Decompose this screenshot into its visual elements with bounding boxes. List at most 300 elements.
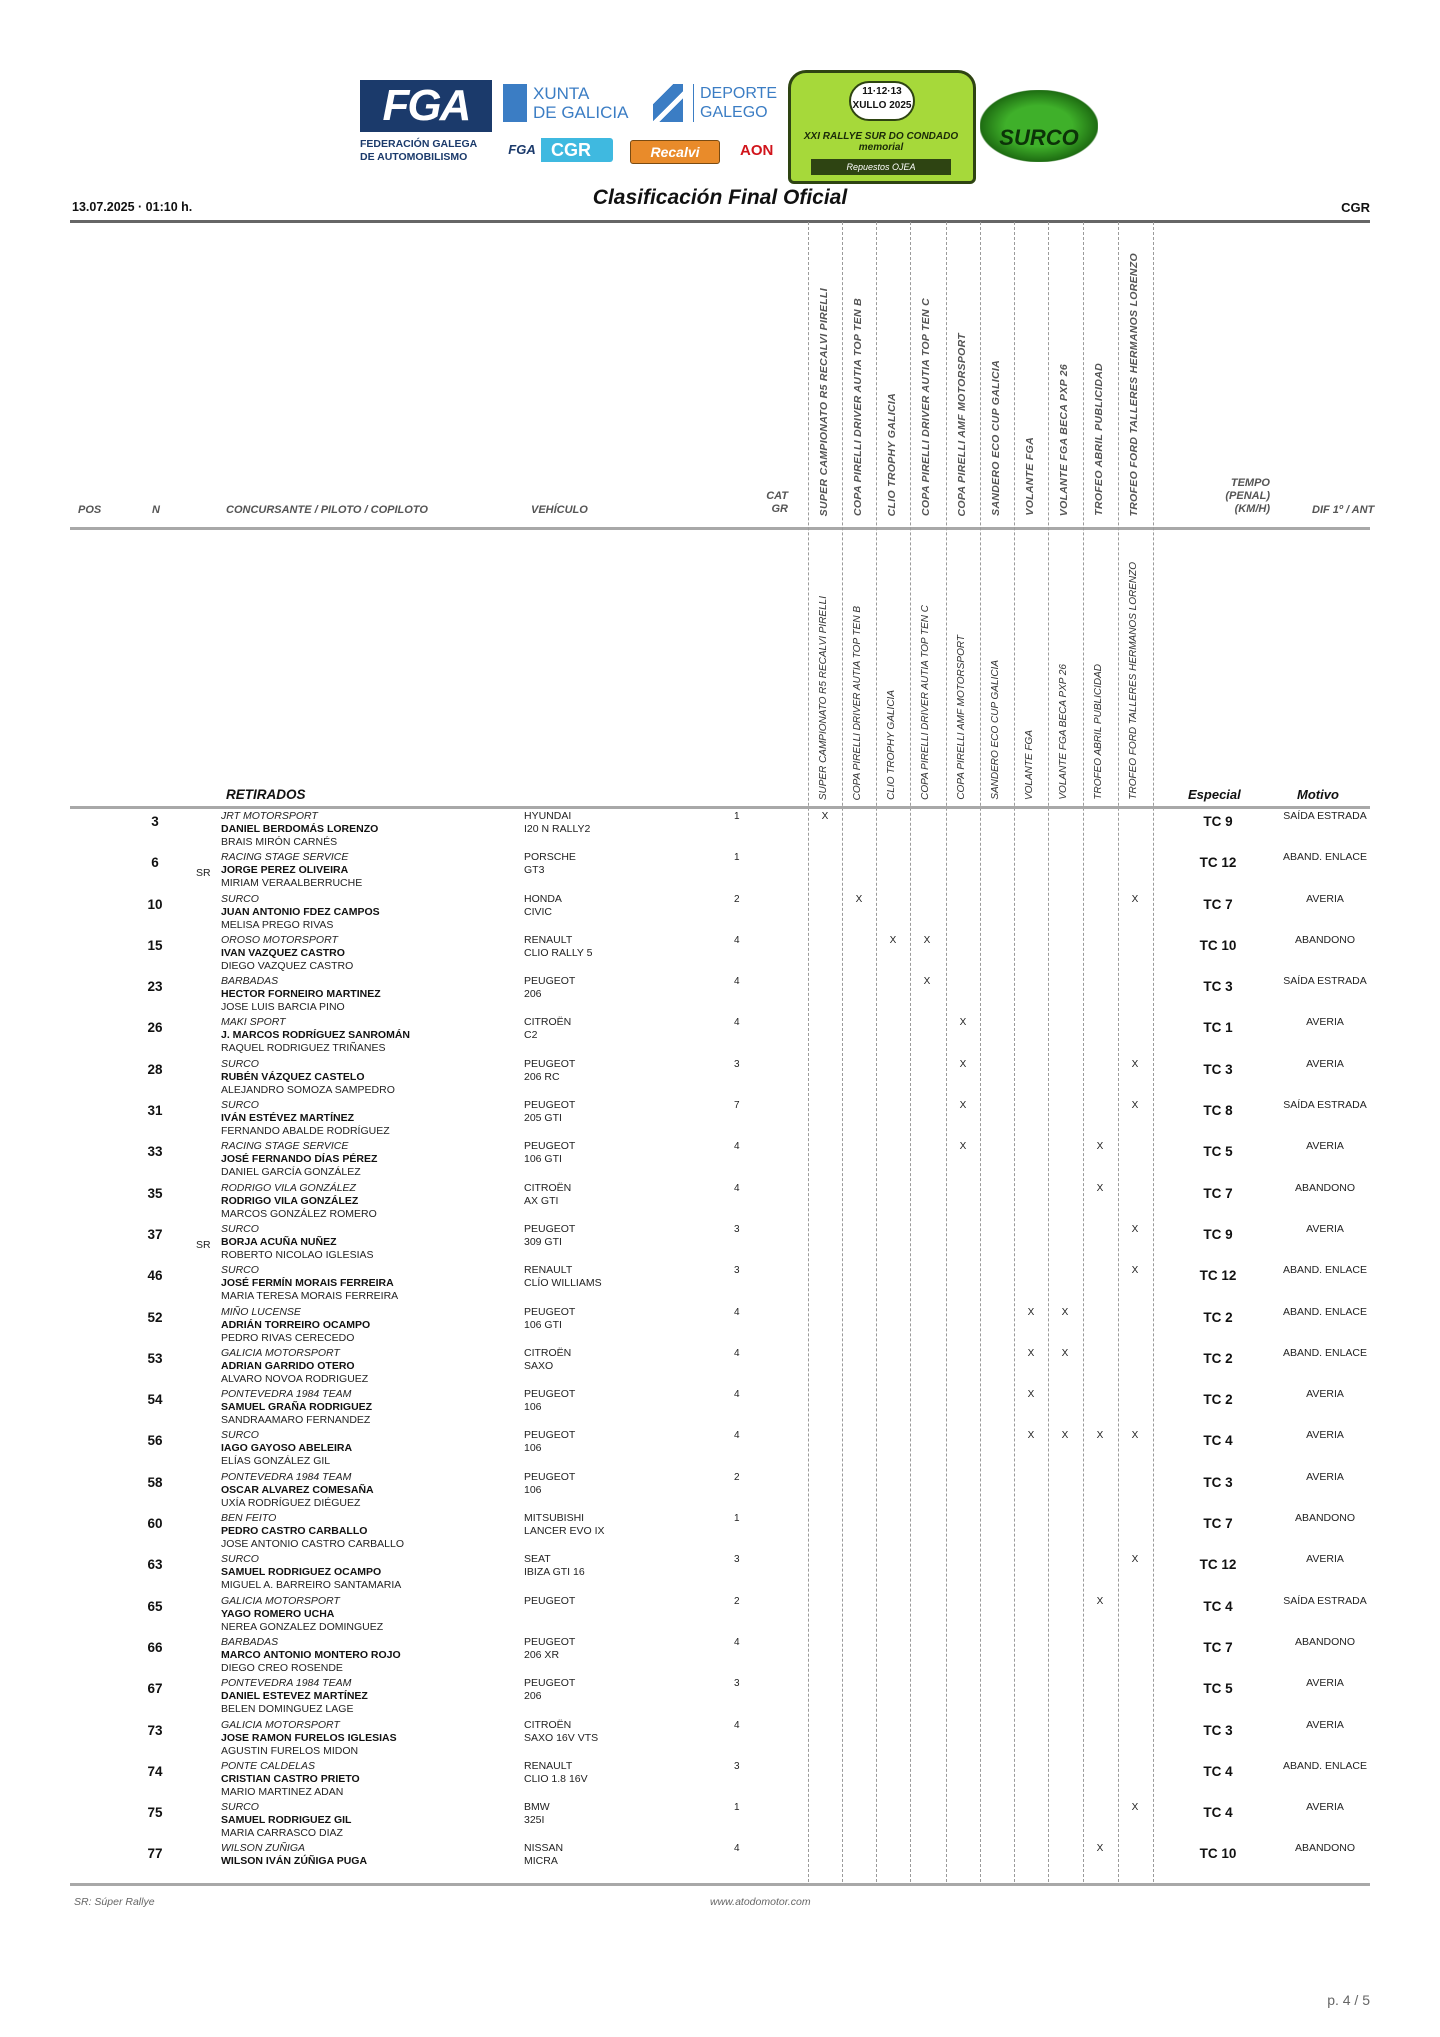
- col-header-n: N: [152, 504, 160, 516]
- table-row: [0, 893, 1440, 934]
- retirement-reason: AVERIA: [1306, 1553, 1344, 1566]
- xunta-line1: XUNTA: [533, 84, 590, 103]
- codriver-name: PEDRO RIVAS CERECEDO: [221, 1331, 355, 1344]
- category-group: 7: [734, 1100, 740, 1112]
- codriver-name: MARIO MARTINEZ ADAN: [221, 1785, 344, 1798]
- trophy-eligibility-mark: X: [923, 976, 931, 988]
- car-number: 37: [147, 1226, 163, 1242]
- category-group: 4: [734, 1017, 740, 1029]
- vehicle-model: AX GTI: [524, 1194, 559, 1207]
- recalvi-logo: Recalvi: [630, 140, 720, 164]
- car-number: 65: [147, 1598, 163, 1614]
- table-row: [0, 1512, 1440, 1553]
- driver-name: ADRIAN GARRIDO OTERO: [221, 1359, 355, 1372]
- entrant-team: SURCO: [221, 1801, 259, 1814]
- retirement-stage: TC 8: [1203, 1103, 1233, 1119]
- retirement-stage: TC 3: [1203, 1722, 1233, 1738]
- col-header-cat-gr: [764, 490, 788, 516]
- trophy-eligibility-mark: X: [1096, 1595, 1104, 1607]
- section-divider: [70, 806, 1370, 809]
- retirement-stage: TC 5: [1203, 1681, 1233, 1697]
- retirement-reason: AVERIA: [1306, 1222, 1344, 1235]
- category-group: 3: [734, 1554, 740, 1566]
- car-number: 6: [151, 855, 159, 871]
- trophy-eligibility-mark: X: [959, 1017, 967, 1029]
- col-header-time-line3: (KM/H): [1234, 503, 1270, 515]
- vehicle-make: CITROËN: [524, 1181, 572, 1194]
- trophy-header-section: VOLANTE FGA BECA PXP 26: [1058, 664, 1069, 800]
- super-rallye-flag: SR: [196, 1238, 211, 1251]
- vehicle-make: PEUGEOT: [524, 1099, 576, 1112]
- driver-name: SAMUEL RODRIGUEZ GIL: [221, 1814, 352, 1827]
- vehicle-make: PEUGEOT: [524, 1388, 576, 1401]
- codriver-name: MARIA CARRASCO DIAZ: [221, 1827, 343, 1840]
- entrant-team: SURCO: [221, 892, 259, 905]
- codriver-name: RAQUEL RODRIGUEZ TRIÑANES: [221, 1042, 386, 1055]
- vehicle-model: 106: [524, 1401, 542, 1414]
- driver-name: JUAN ANTONIO FDEZ CAMPOS: [221, 905, 380, 918]
- retirement-stage: TC 3: [1203, 1061, 1233, 1077]
- car-number: 28: [147, 1061, 163, 1077]
- car-number: 31: [147, 1103, 163, 1119]
- retired-entries-table: [0, 810, 1440, 1884]
- retirement-reason: ABAND. ENLACE: [1282, 1264, 1368, 1277]
- entrant-team: RACING STAGE SERVICE: [221, 851, 349, 864]
- super-rallye-flag: SR: [196, 867, 211, 880]
- trophy-eligibility-mark: X: [1131, 1802, 1139, 1814]
- retirement-reason: AVERIA: [1306, 892, 1344, 905]
- codriver-name: MIRIAM VERAALBERRUCHE: [221, 877, 363, 890]
- retirement-stage: TC 9: [1203, 814, 1233, 829]
- vehicle-model: IBIZA GTI 16: [524, 1566, 585, 1579]
- entrant-team: OROSO MOTORSPORT: [221, 933, 338, 946]
- car-number: 56: [147, 1433, 163, 1449]
- fga-logo-text-line1: FEDERACIÓN GALEGA: [360, 138, 478, 150]
- trophy-eligibility-mark: X: [1096, 1843, 1104, 1855]
- retirement-reason: SAÍDA ESTRADA: [1283, 1594, 1367, 1607]
- deporte-galego-mark-icon: [653, 84, 683, 122]
- vehicle-make: CITROËN: [524, 1718, 572, 1731]
- category-group: 4: [734, 1430, 740, 1442]
- trophy-eligibility-mark: X: [1131, 1265, 1139, 1277]
- vehicle-model: MICRA: [524, 1855, 558, 1868]
- retirement-reason: AVERIA: [1306, 1429, 1344, 1442]
- codriver-name: ALEJANDRO SOMOZA SAMPEDRO: [221, 1083, 395, 1096]
- codriver-name: ROBERTO NICOLAO IGLESIAS: [221, 1248, 374, 1261]
- car-number: 33: [147, 1144, 163, 1160]
- car-number: 63: [147, 1557, 163, 1573]
- retirement-reason: AVERIA: [1306, 1801, 1344, 1814]
- retirement-stage: TC 10: [1199, 937, 1237, 953]
- trophy-header-section: SUPER CAMPIONATO R5 RECALVI PIRELLI: [818, 595, 829, 800]
- page-number: p. 4 / 5: [1327, 1992, 1370, 2008]
- category-group: 4: [734, 1306, 740, 1318]
- col-header-vehicle: VEHÍCULO: [531, 504, 588, 516]
- trophy-header-section: TROFEO ABRIL PUBLICIDAD: [1093, 664, 1104, 800]
- table-row: [0, 1306, 1440, 1347]
- trophy-eligibility-mark: X: [1131, 1100, 1139, 1112]
- retirement-stage: TC 4: [1203, 1598, 1233, 1614]
- col-header-gr: GR: [771, 503, 788, 515]
- section-title-retirados: RETIRADOS: [226, 787, 306, 802]
- driver-name: MARCO ANTONIO MONTERO ROJO: [221, 1648, 401, 1661]
- codriver-name: BELEN DOMINGUEZ LAGE: [221, 1703, 354, 1716]
- category-group: 3: [734, 1265, 740, 1277]
- trophy-header-section: SANDERO ECO CUP GALICIA: [990, 660, 1001, 800]
- car-number: 74: [147, 1763, 163, 1779]
- retirement-reason: AVERIA: [1306, 1140, 1344, 1153]
- column-header-divider: [70, 527, 1370, 530]
- vehicle-model: 206: [524, 988, 542, 1001]
- vehicle-make: CITROËN: [524, 1346, 572, 1359]
- table-row: [0, 1016, 1440, 1057]
- retirement-stage: TC 3: [1203, 979, 1233, 995]
- trophy-eligibility-mark: X: [923, 934, 931, 946]
- col-header-pos: POS: [78, 504, 102, 516]
- vehicle-model: SAXO 16V VTS: [524, 1731, 599, 1744]
- car-number: 52: [147, 1309, 163, 1325]
- trophy-eligibility-mark: X: [1096, 1430, 1104, 1442]
- trophy-eligibility-mark: X: [1061, 1430, 1069, 1442]
- vehicle-make: RENAULT: [524, 1759, 573, 1772]
- trophy-eligibility-mark: X: [1131, 1223, 1139, 1235]
- car-number: 46: [147, 1268, 163, 1284]
- vehicle-model: 206: [524, 1690, 542, 1703]
- trophy-eligibility-mark: X: [855, 893, 863, 905]
- entrant-team: PONTEVEDRA 1984 TEAM: [221, 1388, 352, 1401]
- retirement-reason: ABAND. ENLACE: [1282, 1759, 1368, 1772]
- col-header-especial: Especial: [1188, 787, 1241, 802]
- trophy-eligibility-mark: X: [1131, 1554, 1139, 1566]
- rally-sur-do-condado-logo: [788, 70, 976, 184]
- trophy-header-top: TROFEO FORD TALLERES HERMANOS LORENZO: [1128, 252, 1140, 516]
- retirement-reason: ABANDONO: [1294, 1512, 1356, 1525]
- codriver-name: DIEGO CREO ROSENDE: [221, 1661, 343, 1674]
- table-row: [0, 1719, 1440, 1760]
- vehicle-model: CLIO RALLY 5: [524, 946, 593, 959]
- driver-name: JOSE RAMON FURELOS IGLESIAS: [221, 1731, 397, 1744]
- vehicle-make: PEUGEOT: [524, 1677, 576, 1690]
- vehicle-make: PEUGEOT: [524, 1140, 576, 1153]
- table-row: [0, 1842, 1440, 1883]
- driver-name: OSCAR ALVAREZ COMESAÑA: [221, 1483, 374, 1496]
- category-group: 3: [734, 1058, 740, 1070]
- category-group: 2: [734, 1595, 740, 1607]
- header-divider: [70, 220, 1370, 223]
- retirement-reason: AVERIA: [1306, 1388, 1344, 1401]
- driver-name: CRISTIAN CASTRO PRIETO: [221, 1772, 360, 1785]
- vehicle-make: CITROËN: [524, 1016, 572, 1029]
- car-number: 3: [151, 814, 159, 829]
- table-row: [0, 1760, 1440, 1801]
- retirement-reason: ABANDONO: [1294, 1181, 1356, 1194]
- trophy-header-top: CLIO TROPHY GALICIA: [886, 392, 898, 516]
- table-row: [0, 1058, 1440, 1099]
- category-group: 3: [734, 1678, 740, 1690]
- vehicle-make: HONDA: [524, 892, 562, 905]
- driver-name: PEDRO CASTRO CARBALLO: [221, 1525, 368, 1538]
- vehicle-model: 206 XR: [524, 1648, 560, 1661]
- codriver-name: BRAIS MIRÓN CARNÉS: [221, 836, 338, 848]
- retirement-stage: TC 9: [1203, 1226, 1233, 1242]
- table-row: [0, 851, 1440, 892]
- table-row: [0, 1347, 1440, 1388]
- table-row: [0, 975, 1440, 1016]
- category-group: 4: [734, 1347, 740, 1359]
- category-group: 4: [734, 976, 740, 988]
- vehicle-make: PEUGEOT: [524, 1057, 576, 1070]
- vehicle-model: GT3: [524, 864, 545, 877]
- entrant-team: RODRIGO VILA GONZÁLEZ: [221, 1181, 356, 1194]
- retirement-stage: TC 7: [1203, 1185, 1233, 1201]
- championship-code: CGR: [1341, 200, 1370, 215]
- trophy-eligibility-mark: X: [959, 1100, 967, 1112]
- aon-logo: AON: [740, 142, 774, 159]
- driver-name: DANIEL ESTEVEZ MARTÍNEZ: [221, 1690, 368, 1703]
- retirement-stage: TC 12: [1199, 1268, 1237, 1284]
- retirement-stage: TC 7: [1203, 1639, 1233, 1655]
- driver-name: WILSON IVÁN ZÚÑIGA PUGA: [221, 1855, 368, 1868]
- entrant-team: SURCO: [221, 1222, 259, 1235]
- trophy-eligibility-mark: X: [1027, 1347, 1035, 1359]
- footer-divider: [70, 1883, 1370, 1886]
- car-number: 53: [147, 1350, 163, 1366]
- vehicle-make: NISSAN: [524, 1842, 564, 1855]
- trophy-header-top: SUPER CAMPIONATO R5 RECALVI PIRELLI: [818, 287, 830, 516]
- entrant-team: JRT MOTORSPORT: [221, 810, 318, 822]
- trophy-eligibility-mark: X: [889, 934, 897, 946]
- trophy-header-section: TROFEO FORD TALLERES HERMANOS LORENZO: [1128, 562, 1139, 800]
- driver-name: RODRIGO VILA GONZÁLEZ: [221, 1194, 359, 1207]
- rally-dates-days: 11·12·13: [862, 86, 902, 97]
- deporte-galego-logo: [653, 84, 783, 124]
- trophy-eligibility-mark: X: [1131, 1058, 1139, 1070]
- trophy-eligibility-mark: X: [1096, 1141, 1104, 1153]
- category-group: 4: [734, 1843, 740, 1855]
- retirement-reason: ABANDONO: [1294, 1842, 1356, 1855]
- driver-name: JORGE PEREZ OLIVEIRA: [221, 864, 349, 877]
- entrant-team: GALICIA MOTORSPORT: [221, 1594, 340, 1607]
- vehicle-model: SAXO: [524, 1359, 554, 1372]
- retirement-stage: TC 4: [1203, 1763, 1233, 1779]
- car-number: 58: [147, 1474, 163, 1490]
- col-header-diff: DIF 1º / ANT: [1312, 504, 1375, 516]
- trophy-header-top: COPA PIRELLI DRIVER AUTIA TOP TEN C: [920, 298, 932, 516]
- car-number: 60: [147, 1516, 163, 1532]
- vehicle-model: 106: [524, 1442, 542, 1455]
- car-number: 67: [147, 1681, 163, 1697]
- driver-name: JOSÉ FERMÍN MORAIS FERREIRA: [221, 1277, 394, 1290]
- trophy-eligibility-mark: X: [821, 811, 829, 822]
- driver-name: SAMUEL RODRIGUEZ OCAMPO: [221, 1566, 382, 1579]
- xunta-logo-text: [533, 84, 628, 122]
- entrant-team: MIÑO LUCENSE: [221, 1305, 301, 1318]
- trophy-header-section: COPA PIRELLI DRIVER AUTIA TOP TEN C: [920, 605, 931, 800]
- vehicle-model: I20 N RALLY2: [524, 823, 591, 835]
- vehicle-model: CIVIC: [524, 905, 553, 918]
- retirement-stage: TC 4: [1203, 1433, 1233, 1449]
- retirement-stage: TC 2: [1203, 1350, 1233, 1366]
- table-row: [0, 1429, 1440, 1470]
- codriver-name: MARIA TERESA MORAIS FERREIRA: [221, 1290, 399, 1303]
- trophy-header-top: COPA PIRELLI AMF MOTORSPORT: [956, 332, 968, 516]
- cgr-label: CGR: [551, 140, 591, 160]
- entrant-team: SURCO: [221, 1429, 259, 1442]
- rally-dates-month: XULLO 2025: [852, 100, 912, 111]
- table-row: [0, 1099, 1440, 1140]
- vehicle-make: PEUGEOT: [524, 1305, 576, 1318]
- entrant-team: PONTEVEDRA 1984 TEAM: [221, 1677, 352, 1690]
- retirement-stage: TC 12: [1199, 1557, 1237, 1573]
- retirement-reason: ABANDONO: [1294, 933, 1356, 946]
- category-group: 2: [734, 893, 740, 905]
- retirement-stage: TC 10: [1199, 1846, 1237, 1862]
- retirement-stage: TC 5: [1203, 1144, 1233, 1160]
- cgr-logo: [503, 138, 613, 162]
- codriver-name: DANIEL GARCÍA GONZÁLEZ: [221, 1166, 361, 1179]
- vehicle-model: 206 RC: [524, 1070, 560, 1083]
- retirement-reason: ABAND. ENLACE: [1282, 851, 1368, 864]
- driver-name: RUBÉN VÁZQUEZ CASTELO: [221, 1070, 365, 1083]
- vehicle-model: LANCER EVO IX: [524, 1525, 605, 1538]
- table-row: [0, 1595, 1440, 1636]
- footer-website-link[interactable]: www.atodomotor.com: [710, 1896, 811, 1908]
- vehicle-make: HYUNDAI: [524, 810, 572, 822]
- category-group: 2: [734, 1471, 740, 1483]
- deporte-galego-text: [693, 84, 777, 122]
- fga-logo-text: [360, 138, 477, 164]
- retirement-reason: AVERIA: [1306, 1718, 1344, 1731]
- trophy-header-section: CLIO TROPHY GALICIA: [886, 690, 897, 800]
- vehicle-model: 309 GTI: [524, 1235, 562, 1248]
- driver-name: JOSÉ FERNANDO DÍAS PÉREZ: [221, 1153, 378, 1166]
- vehicle-make: BMW: [524, 1801, 550, 1814]
- table-row: [0, 934, 1440, 975]
- trophy-eligibility-mark: X: [959, 1141, 967, 1153]
- trophy-header-section: VOLANTE FGA: [1024, 729, 1035, 800]
- retirement-reason: ABAND. ENLACE: [1282, 1346, 1368, 1359]
- retirement-stage: TC 2: [1203, 1309, 1233, 1325]
- retirement-stage: TC 7: [1203, 896, 1233, 912]
- retirement-reason: AVERIA: [1306, 1057, 1344, 1070]
- col-header-time: [1210, 477, 1270, 516]
- category-group: 4: [734, 1389, 740, 1401]
- retirement-stage: TC 3: [1203, 1474, 1233, 1490]
- category-group: 4: [734, 934, 740, 946]
- fga-logo-mark: FGA: [360, 80, 492, 132]
- retirement-reason: SAÍDA ESTRADA: [1283, 810, 1367, 822]
- category-group: 4: [734, 1182, 740, 1194]
- codriver-name: AGUSTIN FURELOS MIDON: [221, 1744, 359, 1757]
- entrant-team: SURCO: [221, 1553, 259, 1566]
- trophy-eligibility-mark: X: [1027, 1306, 1035, 1318]
- table-row: [0, 1677, 1440, 1718]
- entrant-team: SURCO: [221, 1099, 259, 1112]
- category-group: 3: [734, 1760, 740, 1772]
- table-row: [0, 1636, 1440, 1677]
- vehicle-model: 106 GTI: [524, 1153, 562, 1166]
- codriver-name: ALVARO NOVOA RODRIGUEZ: [221, 1372, 369, 1385]
- vehicle-make: RENAULT: [524, 933, 573, 946]
- vehicle-model: 106: [524, 1483, 542, 1496]
- entrant-team: SURCO: [221, 1057, 259, 1070]
- trophy-eligibility-mark: X: [1061, 1347, 1069, 1359]
- driver-name: IVAN VAZQUEZ CASTRO: [221, 946, 345, 959]
- trophy-header-top: VOLANTE FGA: [1024, 437, 1036, 516]
- vehicle-make: PEUGEOT: [524, 1594, 576, 1607]
- driver-name: ADRIÁN TORREIRO OCAMPO: [221, 1318, 371, 1331]
- vehicle-make: PEUGEOT: [524, 1635, 576, 1648]
- trophy-eligibility-mark: X: [1131, 1430, 1139, 1442]
- trophy-header-section: COPA PIRELLI DRIVER AUTIA TOP TEN B: [852, 605, 863, 800]
- category-group: 1: [734, 852, 740, 864]
- table-row: [0, 1223, 1440, 1264]
- retirement-reason: SAÍDA ESTRADA: [1283, 975, 1367, 988]
- entrant-team: GALICIA MOTORSPORT: [221, 1346, 340, 1359]
- rally-sponsor: Repuestos OJEA: [811, 159, 951, 175]
- page-title: Clasificación Final Oficial: [592, 186, 848, 209]
- trophy-eligibility-mark: X: [1027, 1389, 1035, 1401]
- entrant-team: PONTE CALDELAS: [221, 1759, 315, 1772]
- category-group: 1: [734, 811, 740, 822]
- driver-name: BORJA ACUÑA NUÑEZ: [221, 1235, 337, 1248]
- entrant-team: SURCO: [221, 1264, 259, 1277]
- col-header-time-line1: TEMPO: [1230, 477, 1270, 489]
- car-number: 73: [147, 1722, 163, 1738]
- codriver-name: JOSE ANTONIO CASTRO CARBALLO: [221, 1538, 405, 1551]
- driver-name: SAMUEL GRAÑA RODRIGUEZ: [221, 1401, 373, 1414]
- entrant-team: PONTEVEDRA 1984 TEAM: [221, 1470, 352, 1483]
- category-group: 4: [734, 1141, 740, 1153]
- category-group: 1: [734, 1802, 740, 1814]
- category-group: 1: [734, 1513, 740, 1525]
- codriver-name: MIGUEL A. BARREIRO SANTAMARIA: [221, 1579, 402, 1592]
- car-number: 54: [147, 1392, 163, 1408]
- driver-name: IAGO GAYOSO ABELEIRA: [221, 1442, 353, 1455]
- trophy-eligibility-mark: X: [1131, 893, 1139, 905]
- vehicle-make: PEUGEOT: [524, 975, 576, 988]
- table-row: [0, 810, 1440, 851]
- codriver-name: DIEGO VAZQUEZ CASTRO: [221, 959, 354, 972]
- entrant-team: WILSON ZUÑIGA: [221, 1842, 306, 1855]
- car-number: 35: [147, 1185, 163, 1201]
- driver-name: DANIEL BERDOMÁS LORENZO: [221, 823, 379, 835]
- fga-logo: [360, 80, 495, 175]
- retirement-reason: AVERIA: [1306, 1470, 1344, 1483]
- vehicle-make: PEUGEOT: [524, 1429, 576, 1442]
- car-number: 77: [147, 1846, 163, 1862]
- retirement-stage: TC 4: [1203, 1805, 1233, 1821]
- trophy-eligibility-mark: X: [959, 1058, 967, 1070]
- col-header-entrant: CONCURSANTE / PILOTO / COPILOTO: [226, 504, 428, 516]
- table-row: [0, 1182, 1440, 1223]
- driver-name: J. MARCOS RODRÍGUEZ SANROMÁN: [221, 1029, 411, 1042]
- retirement-stage: TC 2: [1203, 1392, 1233, 1408]
- category-group: 4: [734, 1719, 740, 1731]
- trophy-eligibility-mark: X: [1027, 1430, 1035, 1442]
- codriver-name: ELÍAS GONZÁLEZ GIL: [221, 1455, 331, 1468]
- trophy-header-top: COPA PIRELLI DRIVER AUTIA TOP TEN B: [852, 298, 864, 516]
- table-row: [0, 1264, 1440, 1305]
- footer-legend-note: SR: Súper Rallye: [74, 1896, 155, 1908]
- retirement-stage: TC 12: [1199, 855, 1237, 871]
- xunta-line2: DE GALICIA: [533, 103, 629, 122]
- car-number: 66: [147, 1639, 163, 1655]
- entrant-team: RACING STAGE SERVICE: [221, 1140, 349, 1153]
- codriver-name: NEREA GONZALEZ DOMINGUEZ: [221, 1620, 384, 1633]
- codriver-name: JOSE LUIS BARCIA PINO: [221, 1001, 345, 1014]
- vehicle-make: MITSUBISHI: [524, 1512, 585, 1525]
